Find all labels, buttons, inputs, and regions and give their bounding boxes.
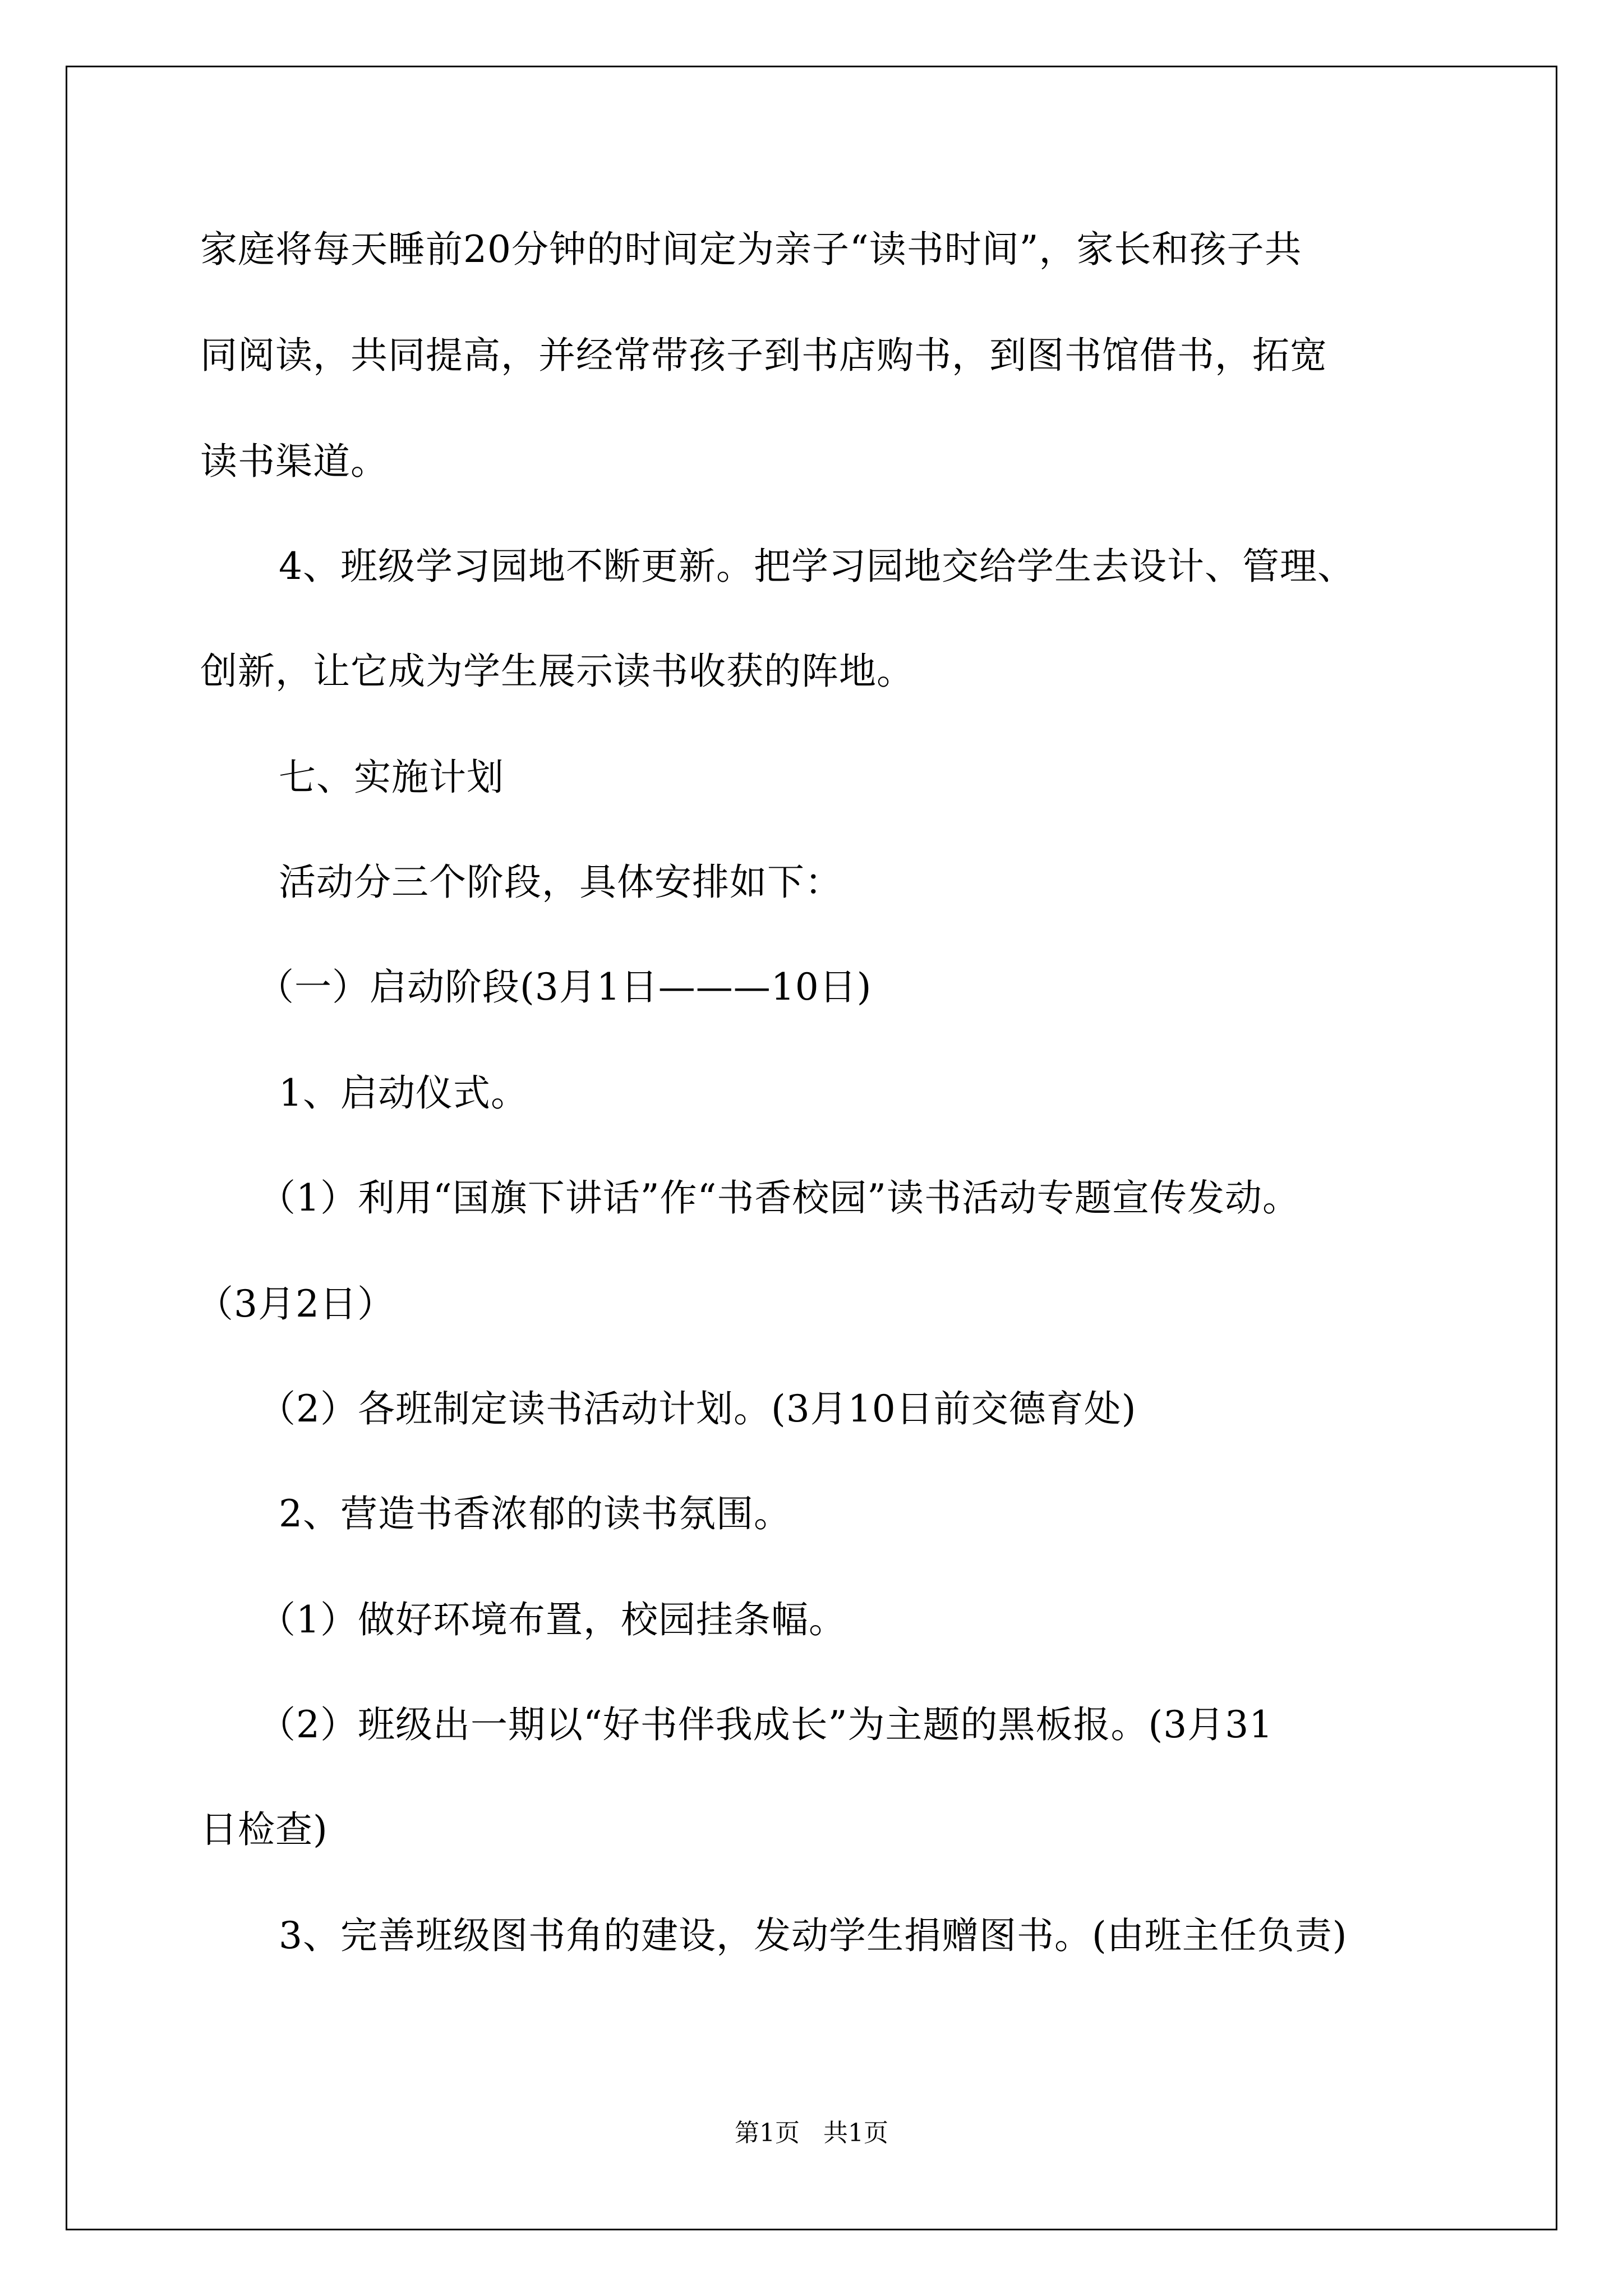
page-border bbox=[66, 66, 1557, 2230]
body-line-5: 创新，让它成为学生展示读书收获的阵地。 bbox=[200, 650, 914, 693]
stage-heading: （一）启动阶段(3月1日———10日) bbox=[257, 965, 872, 1009]
body-line-14: （1）做好环境布置，校园挂条幅。 bbox=[259, 1598, 846, 1641]
body-line-11: （3月2日） bbox=[196, 1282, 395, 1326]
body-line-13: 2、营造书香浓郁的读书氛围。 bbox=[279, 1492, 791, 1535]
body-line-16: 日检查) bbox=[200, 1808, 328, 1851]
body-line-9: 1、启动仪式。 bbox=[279, 1071, 528, 1115]
body-line-17: 3、完善班级图书角的建设，发动学生捐赠图书。(由班主任负责) bbox=[279, 1914, 1348, 1957]
body-line-1: 家庭将每天睡前20分钟的时间定为亲子“读书时间”，家长和孩子共 bbox=[200, 228, 1302, 271]
section-heading: 七、实施计划 bbox=[279, 756, 504, 799]
body-line-12: （2）各班制定读书活动计划。(3月10日前交德育处) bbox=[259, 1387, 1137, 1430]
body-line-3: 读书渠道。 bbox=[200, 440, 388, 483]
body-line-2: 同阅读，共同提高，并经常带孩子到书店购书，到图书馆借书，拓宽 bbox=[200, 334, 1327, 377]
body-line-15: （2）班级出一期以“好书伴我成长”为主题的黑板报。(3月31 bbox=[259, 1703, 1274, 1746]
body-line-10: （1）利用“国旗下讲话”作“书香校园”读书活动专题宣传发动。 bbox=[259, 1176, 1300, 1220]
page-number-footer: 第1页 共1页 bbox=[735, 2119, 888, 2147]
body-line-4: 4、班级学习园地不断更新。把学习园地交给学生去设计、管理、 bbox=[279, 545, 1355, 588]
body-line-7: 活动分三个阶段，具体安排如下： bbox=[279, 861, 842, 904]
